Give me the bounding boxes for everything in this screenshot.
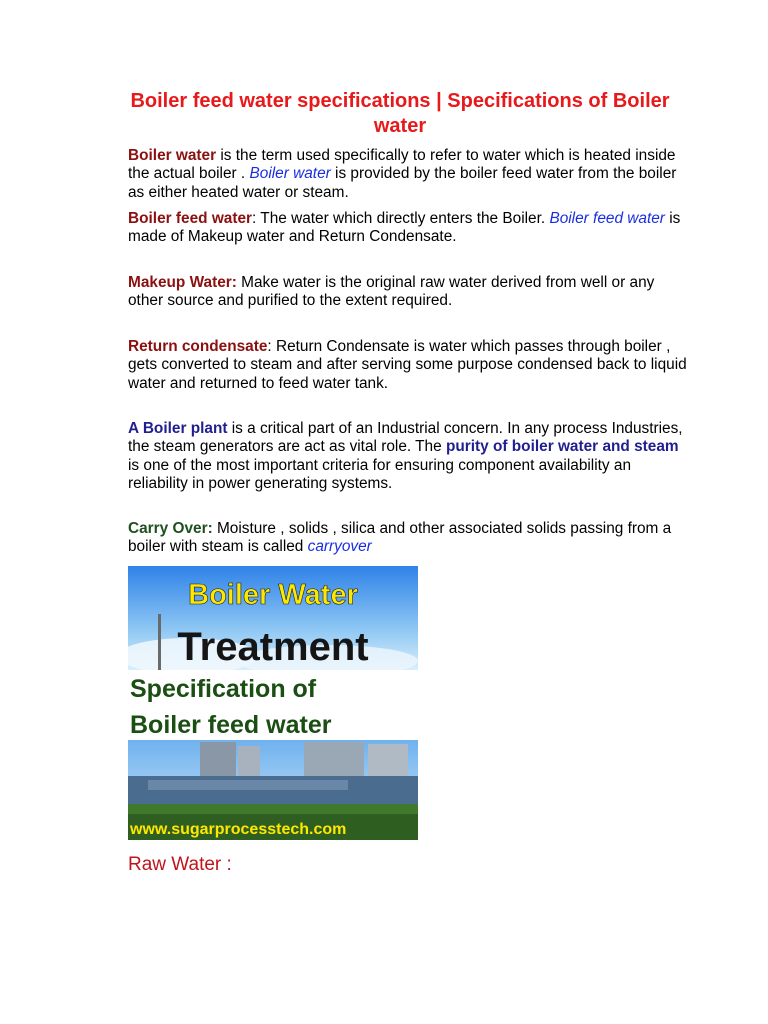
- paragraph-text: : Return Condensate is water which passes through boiler , gets converted to steam and after serving some purpose condensed back to liquid water and returned to feed water tank.: [128, 338, 687, 392]
- link-boiler-water[interactable]: Boiler water: [249, 165, 331, 183]
- term-boiler-plant: A Boiler plant: [128, 420, 228, 437]
- link-carryover[interactable]: carryover: [307, 538, 372, 556]
- paragraph-makeup-water: [128, 274, 688, 311]
- paragraph-text: is a critical part of an Industrial concern. In any process Industries, the steam generators are act as vital role. The: [128, 420, 683, 456]
- paragraph-return-condensate: [128, 338, 688, 393]
- paragraph-carry-over: [128, 520, 688, 557]
- paragraph-text: Moisture , solids , silica and other associated solids passing from a boiler with steam is called: [128, 520, 672, 556]
- term-boiler-water: Boiler water: [128, 147, 217, 164]
- term-return-condensate: Return condensate: [128, 338, 268, 355]
- link-boiler-feed-water[interactable]: Boiler feed water: [549, 210, 665, 227]
- paragraph-text: is provided by the boiler feed water from the boiler as either heated water or steam.: [128, 165, 677, 201]
- banner-line-2: Treatment: [177, 625, 369, 669]
- paragraph-text: is made of Makeup water and Return Condensate.: [128, 210, 681, 246]
- raw-water-heading: Raw Water :: [128, 854, 232, 875]
- term-purity: purity of boiler water and steam: [445, 438, 679, 456]
- paragraph-boiler-plant: [128, 420, 688, 493]
- boiler-water-treatment-banner: [128, 566, 418, 840]
- paragraph-text: : The water which directly enters the Boiler.: [252, 210, 550, 227]
- banner-line-3: Specification of: [130, 675, 317, 703]
- banner-line-1: Boiler Water: [188, 579, 358, 611]
- term-boiler-feed-water: Boiler feed water: [128, 210, 253, 227]
- paragraph-text: is one of the most important criteria for ensuring component availability an reliability in power generating systems.: [128, 456, 632, 492]
- paragraph-text: Make water is the original raw water derived from well or any other source and purified to the extent required.: [128, 274, 655, 310]
- banner-line-4: Boiler feed water: [130, 711, 332, 739]
- term-carry-over: Carry Over:: [128, 520, 213, 537]
- paragraph-boiler-feed-water: [128, 210, 688, 247]
- banner-url: www.sugarprocesstech.com: [130, 821, 347, 838]
- chimney-icon: [158, 614, 161, 670]
- page-title: Boiler feed water specifications | Specifications of Boiler water: [130, 90, 670, 137]
- paragraph-text: is the term used specifically to refer to water which is heated inside the actual boiler .: [128, 147, 676, 183]
- term-makeup-water: Makeup Water:: [128, 274, 237, 291]
- paragraph-boiler-water: [128, 147, 688, 202]
